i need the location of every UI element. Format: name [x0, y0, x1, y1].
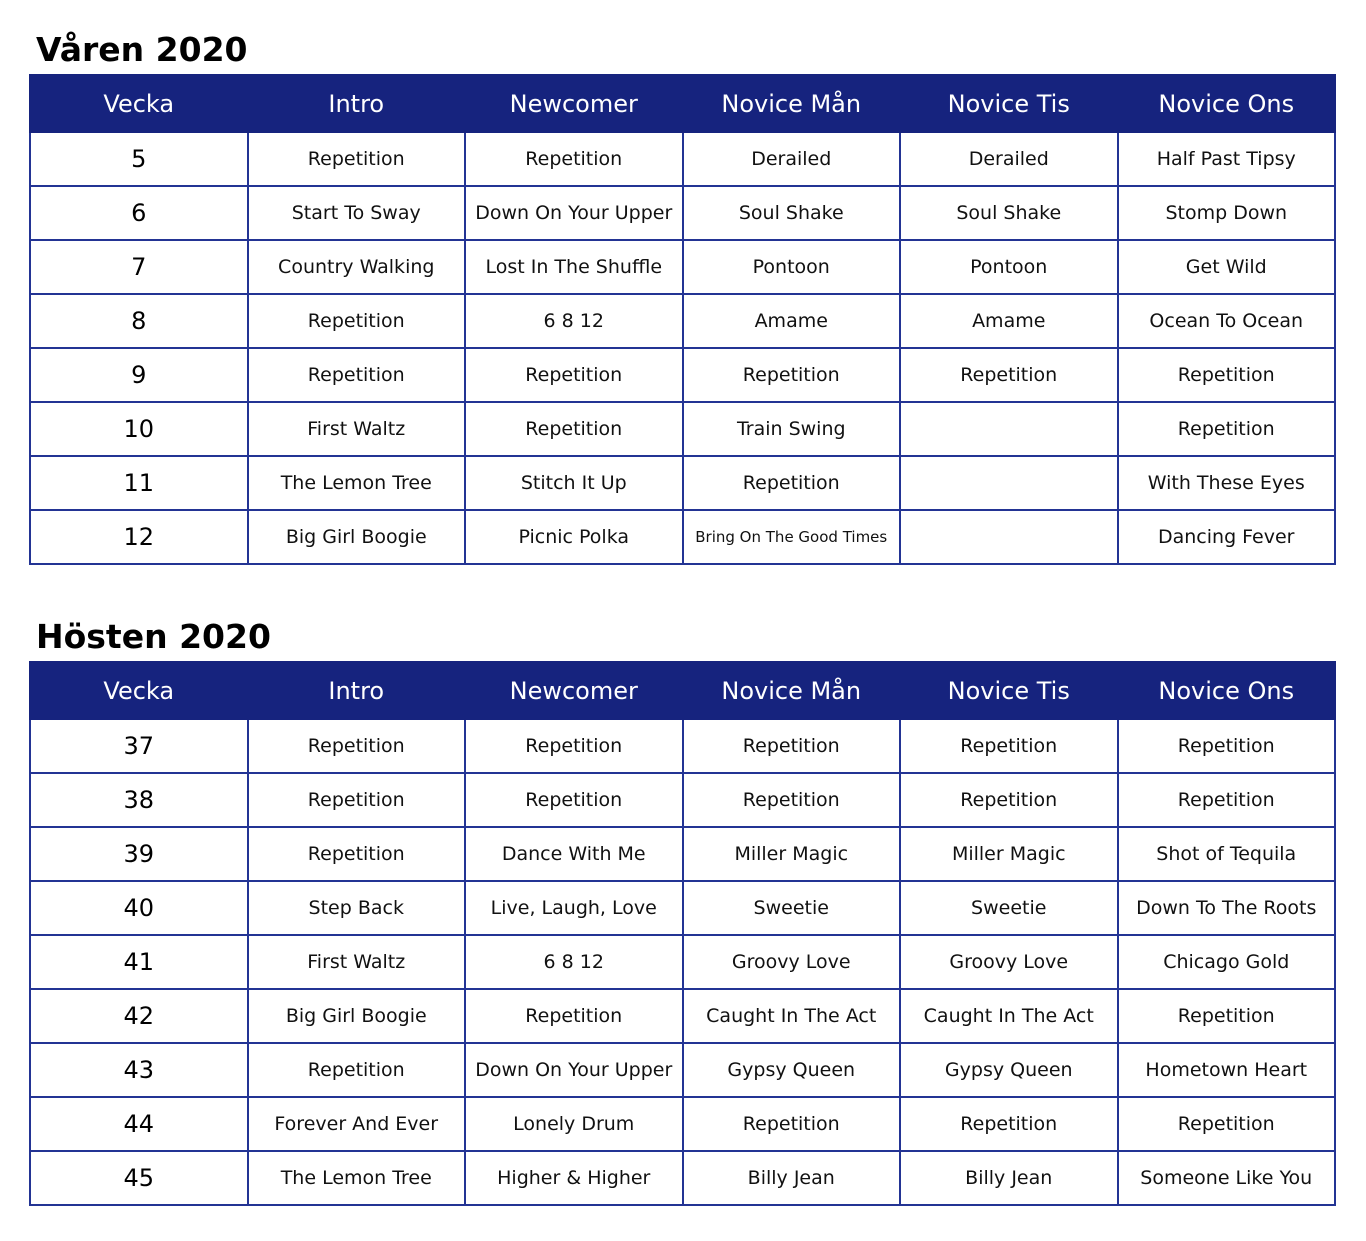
- spring-schedule-table: [29, 74, 1336, 565]
- table-row: [30, 186, 1335, 240]
- newcomer-cell: Down On Your Upper: [465, 1043, 683, 1097]
- table-row: [30, 510, 1335, 564]
- table-header-row: [30, 662, 1335, 719]
- novice-ons-cell: Repetition: [1118, 989, 1336, 1043]
- novice-ons-cell: Someone Like You: [1118, 1151, 1336, 1205]
- novice-man-cell: Repetition: [683, 719, 901, 773]
- novice-tis-cell: Amame: [900, 294, 1118, 348]
- week-cell: 11: [30, 456, 248, 510]
- week-cell: 44: [30, 1097, 248, 1151]
- intro-cell: The Lemon Tree: [248, 456, 466, 510]
- novice-tis-cell: Sweetie: [900, 881, 1118, 935]
- column-header-novice-tis: Novice Tis: [900, 75, 1118, 132]
- week-cell: 5: [30, 132, 248, 186]
- intro-cell: Repetition: [248, 132, 466, 186]
- column-header-novice-tis: Novice Tis: [900, 662, 1118, 719]
- novice-ons-cell: Repetition: [1118, 773, 1336, 827]
- week-cell: 41: [30, 935, 248, 989]
- novice-tis-cell: [900, 456, 1118, 510]
- novice-man-cell: Repetition: [683, 456, 901, 510]
- novice-ons-cell: Hometown Heart: [1118, 1043, 1336, 1097]
- week-cell: 38: [30, 773, 248, 827]
- newcomer-cell: Picnic Polka: [465, 510, 683, 564]
- table-row: [30, 773, 1335, 827]
- column-header-novice-ons: Novice Ons: [1118, 75, 1336, 132]
- column-header-vecka: Vecka: [30, 75, 248, 132]
- novice-ons-cell: Ocean To Ocean: [1118, 294, 1336, 348]
- newcomer-cell: 6 8 12: [465, 935, 683, 989]
- week-cell: 10: [30, 402, 248, 456]
- novice-tis-cell: Groovy Love: [900, 935, 1118, 989]
- column-header-newcomer: Newcomer: [465, 75, 683, 132]
- intro-cell: Forever And Ever: [248, 1097, 466, 1151]
- intro-cell: Repetition: [248, 294, 466, 348]
- week-cell: 43: [30, 1043, 248, 1097]
- novice-tis-cell: Miller Magic: [900, 827, 1118, 881]
- newcomer-cell: Repetition: [465, 773, 683, 827]
- intro-cell: Big Girl Boogie: [248, 989, 466, 1043]
- intro-cell: Big Girl Boogie: [248, 510, 466, 564]
- novice-man-cell: Groovy Love: [683, 935, 901, 989]
- novice-ons-cell: Repetition: [1118, 719, 1336, 773]
- intro-cell: Repetition: [248, 773, 466, 827]
- week-cell: 8: [30, 294, 248, 348]
- newcomer-cell: Live, Laugh, Love: [465, 881, 683, 935]
- table-row: [30, 240, 1335, 294]
- column-header-intro: Intro: [248, 75, 466, 132]
- novice-tis-cell: [900, 510, 1118, 564]
- table-row: [30, 881, 1335, 935]
- novice-tis-cell: Caught In The Act: [900, 989, 1118, 1043]
- novice-tis-cell: Gypsy Queen: [900, 1043, 1118, 1097]
- section-title: Våren 2020: [36, 30, 248, 69]
- table-row: [30, 1097, 1335, 1151]
- week-cell: 37: [30, 719, 248, 773]
- novice-man-cell: Miller Magic: [683, 827, 901, 881]
- week-cell: 6: [30, 186, 248, 240]
- newcomer-cell: Lonely Drum: [465, 1097, 683, 1151]
- novice-tis-cell: Pontoon: [900, 240, 1118, 294]
- newcomer-cell: Down On Your Upper: [465, 186, 683, 240]
- section-title: Hösten 2020: [36, 617, 271, 656]
- newcomer-cell: Stitch It Up: [465, 456, 683, 510]
- novice-ons-cell: Get Wild: [1118, 240, 1336, 294]
- novice-ons-cell: Repetition: [1118, 1097, 1336, 1151]
- novice-tis-cell: Billy Jean: [900, 1151, 1118, 1205]
- novice-tis-cell: Repetition: [900, 348, 1118, 402]
- week-cell: 12: [30, 510, 248, 564]
- novice-man-cell: Derailed: [683, 132, 901, 186]
- column-header-intro: Intro: [248, 662, 466, 719]
- novice-man-cell: Gypsy Queen: [683, 1043, 901, 1097]
- intro-cell: Repetition: [248, 719, 466, 773]
- novice-ons-cell: Half Past Tipsy: [1118, 132, 1336, 186]
- novice-man-cell: Pontoon: [683, 240, 901, 294]
- novice-tis-cell: Repetition: [900, 1097, 1118, 1151]
- novice-man-cell: Train Swing: [683, 402, 901, 456]
- novice-man-cell: Billy Jean: [683, 1151, 901, 1205]
- intro-cell: Start To Sway: [248, 186, 466, 240]
- week-cell: 7: [30, 240, 248, 294]
- newcomer-cell: Repetition: [465, 989, 683, 1043]
- novice-ons-cell: Stomp Down: [1118, 186, 1336, 240]
- novice-ons-cell: Repetition: [1118, 402, 1336, 456]
- week-cell: 9: [30, 348, 248, 402]
- week-cell: 45: [30, 1151, 248, 1205]
- intro-cell: First Waltz: [248, 935, 466, 989]
- newcomer-cell: Repetition: [465, 719, 683, 773]
- table-row: [30, 348, 1335, 402]
- table-row: [30, 989, 1335, 1043]
- week-cell: 40: [30, 881, 248, 935]
- novice-ons-cell: Repetition: [1118, 348, 1336, 402]
- novice-man-cell: Repetition: [683, 1097, 901, 1151]
- week-cell: 42: [30, 989, 248, 1043]
- intro-cell: Repetition: [248, 827, 466, 881]
- novice-ons-cell: Shot of Tequila: [1118, 827, 1336, 881]
- autumn-schedule-table: [29, 661, 1336, 1206]
- novice-ons-cell: Dancing Fever: [1118, 510, 1336, 564]
- newcomer-cell: Lost In The Shuffle: [465, 240, 683, 294]
- table-row: [30, 827, 1335, 881]
- novice-tis-cell: Repetition: [900, 773, 1118, 827]
- table-row: [30, 1151, 1335, 1205]
- novice-man-cell: Caught In The Act: [683, 989, 901, 1043]
- table-row: [30, 132, 1335, 186]
- novice-man-cell: Repetition: [683, 773, 901, 827]
- table-row: [30, 456, 1335, 510]
- novice-ons-cell: Down To The Roots: [1118, 881, 1336, 935]
- intro-cell: The Lemon Tree: [248, 1151, 466, 1205]
- column-header-newcomer: Newcomer: [465, 662, 683, 719]
- column-header-novice-man: Novice Mån: [683, 662, 901, 719]
- column-header-novice-man: Novice Mån: [683, 75, 901, 132]
- table-row: [30, 719, 1335, 773]
- table-header-row: [30, 75, 1335, 132]
- intro-cell: Repetition: [248, 1043, 466, 1097]
- novice-tis-cell: [900, 402, 1118, 456]
- newcomer-cell: Repetition: [465, 348, 683, 402]
- novice-man-cell: Sweetie: [683, 881, 901, 935]
- newcomer-cell: Higher & Higher: [465, 1151, 683, 1205]
- week-cell: 39: [30, 827, 248, 881]
- newcomer-cell: Repetition: [465, 132, 683, 186]
- novice-tis-cell: Derailed: [900, 132, 1118, 186]
- table-row: [30, 1043, 1335, 1097]
- column-header-vecka: Vecka: [30, 662, 248, 719]
- newcomer-cell: 6 8 12: [465, 294, 683, 348]
- intro-cell: First Waltz: [248, 402, 466, 456]
- newcomer-cell: Repetition: [465, 402, 683, 456]
- novice-ons-cell: With These Eyes: [1118, 456, 1336, 510]
- intro-cell: Step Back: [248, 881, 466, 935]
- newcomer-cell: Dance With Me: [465, 827, 683, 881]
- novice-man-cell: Soul Shake: [683, 186, 901, 240]
- table-row: [30, 402, 1335, 456]
- intro-cell: Repetition: [248, 348, 466, 402]
- novice-tis-cell: Soul Shake: [900, 186, 1118, 240]
- intro-cell: Country Walking: [248, 240, 466, 294]
- novice-tis-cell: Repetition: [900, 719, 1118, 773]
- novice-man-cell: Bring On The Good Times: [683, 510, 901, 564]
- column-header-novice-ons: Novice Ons: [1118, 662, 1336, 719]
- novice-man-cell: Repetition: [683, 348, 901, 402]
- novice-man-cell: Amame: [683, 294, 901, 348]
- table-row: [30, 294, 1335, 348]
- novice-ons-cell: Chicago Gold: [1118, 935, 1336, 989]
- table-row: [30, 935, 1335, 989]
